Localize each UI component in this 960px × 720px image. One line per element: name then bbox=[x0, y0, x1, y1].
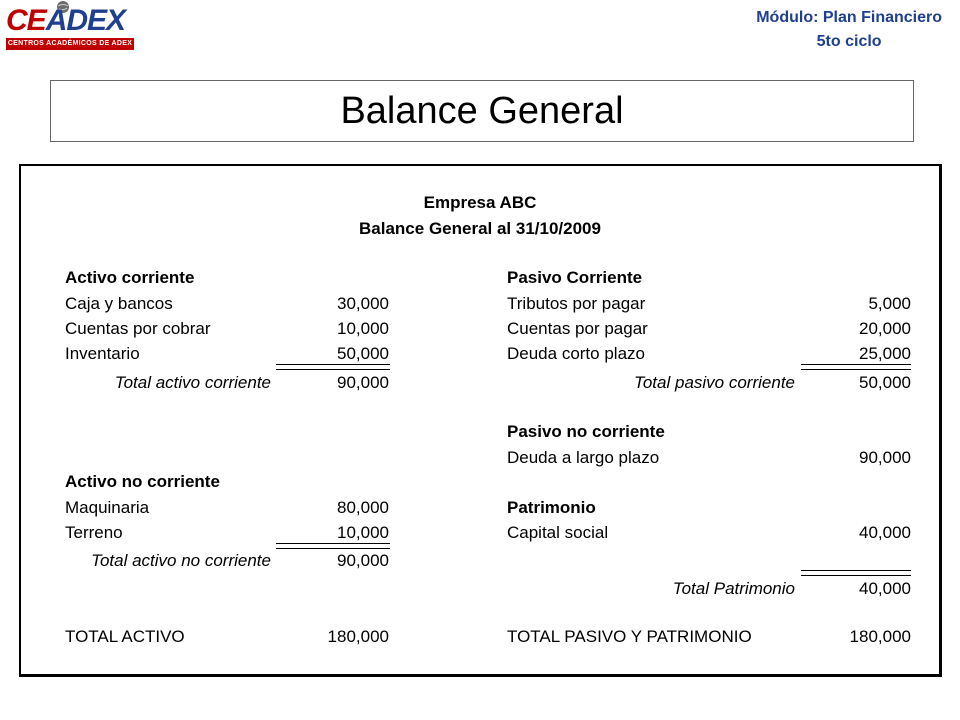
module-info bbox=[756, 6, 942, 54]
current-liabilities-total-value: 50,000 bbox=[859, 373, 911, 392]
liability-value: 90,000 bbox=[859, 448, 911, 467]
equity-value: 40,000 bbox=[859, 523, 911, 542]
current-liabilities-title: Pasivo Corriente bbox=[507, 268, 643, 287]
asset-label: Inventario bbox=[65, 344, 140, 363]
asset-label: Terreno bbox=[65, 523, 123, 542]
module-name: Módulo: Plan Financiero bbox=[756, 9, 942, 26]
current-assets-title: Activo corriente bbox=[65, 268, 195, 287]
page-title: Balance General bbox=[50, 80, 914, 142]
asset-value: 50,000 bbox=[337, 344, 389, 363]
double-underline bbox=[801, 364, 911, 370]
liability-value: 25,000 bbox=[859, 344, 911, 363]
balance-sheet bbox=[19, 164, 942, 677]
company-name: Empresa ABC bbox=[423, 193, 537, 212]
asset-label: Cuentas por cobrar bbox=[65, 319, 211, 338]
noncurrent-liabilities-title: Pasivo no corriente bbox=[507, 422, 665, 441]
asset-value: 10,000 bbox=[337, 523, 389, 542]
asset-label: Caja y bancos bbox=[65, 294, 173, 313]
total-liabilities-equity-label: TOTAL PASIVO Y PATRIMONIO bbox=[507, 627, 752, 646]
current-assets-total-value: 90,000 bbox=[337, 373, 389, 392]
equity-total-value: 40,000 bbox=[859, 579, 911, 598]
liability-label: Tributos por pagar bbox=[507, 294, 646, 313]
asset-value: 80,000 bbox=[337, 498, 389, 517]
double-underline bbox=[276, 543, 390, 549]
liability-label: Deuda corto plazo bbox=[507, 344, 645, 363]
double-underline bbox=[801, 570, 911, 576]
equity-total-label: Total Patrimonio bbox=[672, 579, 795, 598]
logo-tagline: CENTROS ACADÉMICOS DE ADEX bbox=[6, 38, 134, 50]
module-cycle: 5to ciclo bbox=[816, 33, 882, 50]
logo-wordmark: CEADEX bbox=[6, 4, 126, 37]
asset-value: 30,000 bbox=[337, 294, 389, 313]
asset-label: Maquinaria bbox=[65, 498, 150, 517]
liability-label: Cuentas por pagar bbox=[507, 319, 648, 338]
current-assets-total-label: Total activo corriente bbox=[114, 373, 271, 392]
noncurrent-assets-title: Activo no corriente bbox=[65, 472, 220, 491]
asset-value: 10,000 bbox=[337, 319, 389, 338]
total-liabilities-equity-value: 180,000 bbox=[849, 627, 911, 646]
equity-title: Patrimonio bbox=[507, 498, 596, 517]
liability-value: 5,000 bbox=[868, 294, 911, 313]
current-liabilities-total-label: Total pasivo corriente bbox=[634, 373, 795, 392]
sheet-subtitle: Balance General al 31/10/2009 bbox=[359, 219, 601, 238]
equity-label: Capital social bbox=[507, 523, 609, 542]
double-underline bbox=[276, 364, 390, 370]
total-assets-value: 180,000 bbox=[327, 627, 389, 646]
ceadex-logo bbox=[2, 0, 142, 56]
liability-value: 20,000 bbox=[859, 319, 911, 338]
noncurrent-assets-total-label: Total activo no corriente bbox=[91, 551, 271, 570]
noncurrent-assets-total-value: 90,000 bbox=[337, 551, 389, 570]
liability-label: Deuda a largo plazo bbox=[507, 448, 660, 467]
total-assets-label: TOTAL ACTIVO bbox=[65, 627, 185, 646]
